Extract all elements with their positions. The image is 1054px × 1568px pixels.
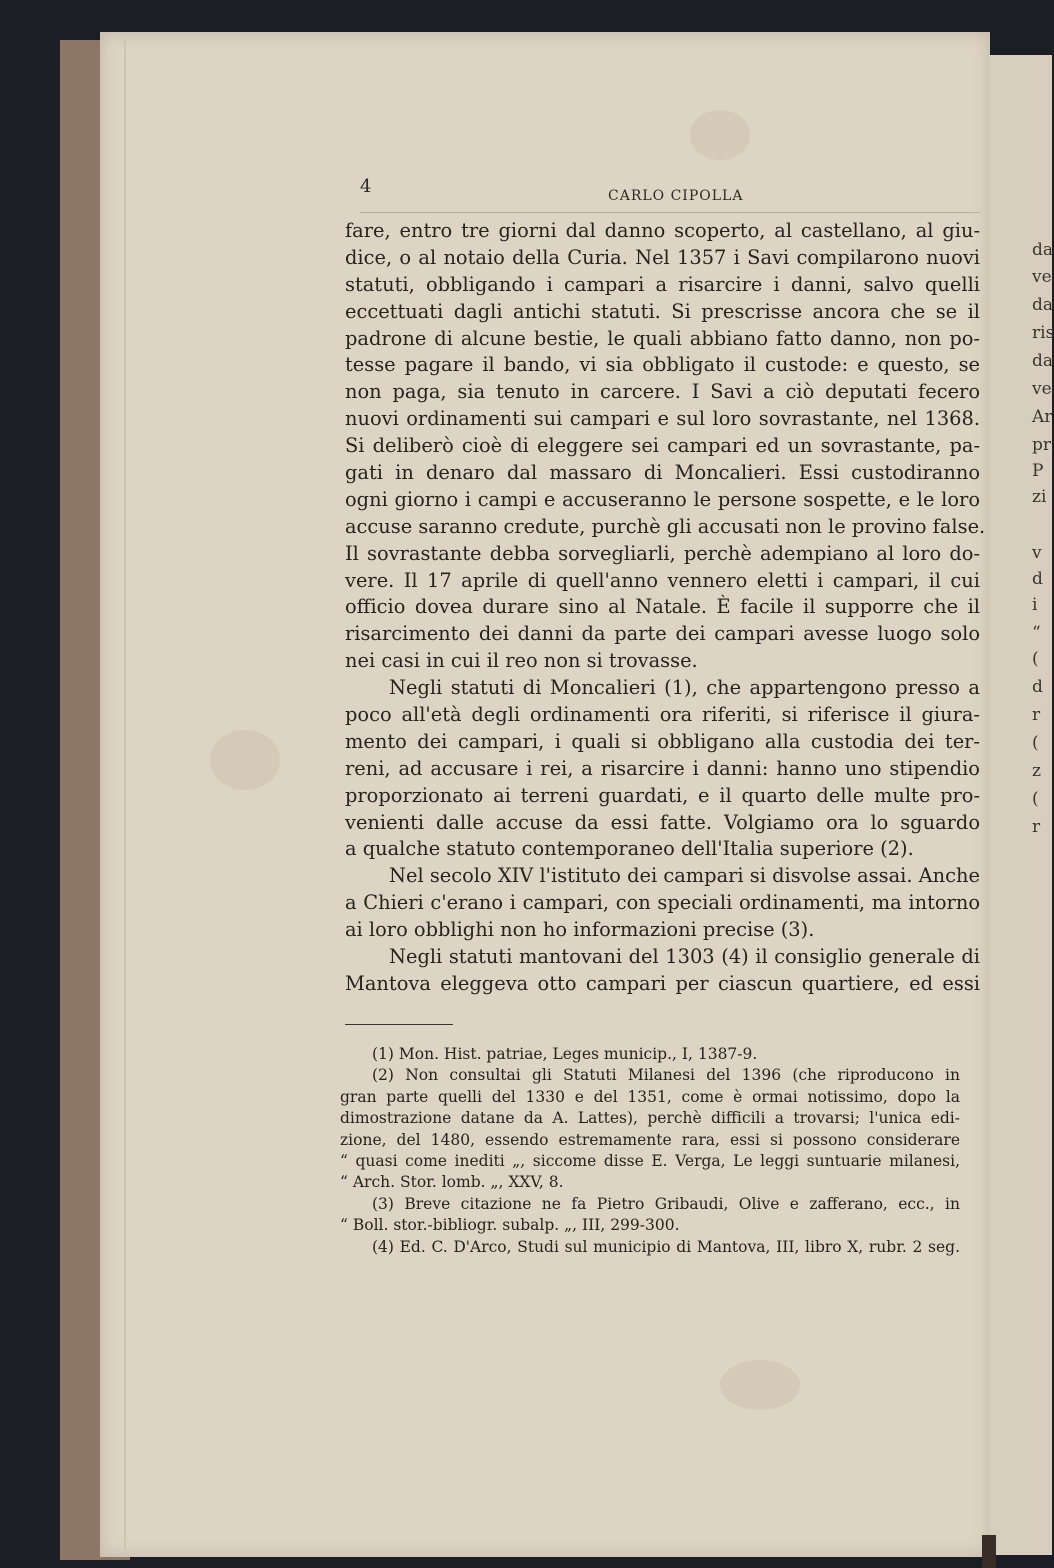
facing-page-fragment: zi xyxy=(1032,487,1047,507)
facing-page-fragment: v xyxy=(1032,543,1042,563)
text-line: gati in denaro dal massaro di Moncalieri. Essi custodiranno xyxy=(345,461,980,485)
footnote-line: “ Boll. stor.-bibliogr. subalp. „, III, 299-300. xyxy=(340,1216,680,1235)
facing-page-fragment: ve xyxy=(1032,267,1052,287)
footnote-line: (2) Non consultai gli Statuti Milanesi del 1396 (che riproducono in xyxy=(372,1066,960,1085)
main-text xyxy=(345,218,986,998)
facing-page-fragment: da xyxy=(1032,351,1054,371)
facing-page-fragment: ve xyxy=(1032,379,1052,399)
text-line: ai loro obblighi non ho informazioni precise (3). xyxy=(345,918,815,942)
facing-page-fragment: Ar xyxy=(1032,407,1053,427)
facing-page-fragment: ris xyxy=(1032,323,1054,343)
facing-page-fragment: “ xyxy=(1032,623,1041,643)
footnote-line: (4) Ed. C. D'Arco, Studi sul municipio di Mantova, III, libro X, rubr. 2 seg. xyxy=(372,1237,960,1256)
text-line: a qualche statuto contemporaneo dell'Italia superiore (2). xyxy=(345,837,914,861)
facing-page-fragment: ( xyxy=(1032,733,1039,753)
footnote-line: “ Arch. Stor. lomb. „, XXV, 8. xyxy=(340,1173,564,1192)
footnote-line: “ quasi come inediti „, siccome disse E. Verga, Le leggi suntuarie milanesi, xyxy=(340,1151,960,1170)
facing-page-fragment: ( xyxy=(1032,789,1039,809)
facing-page-fragment: pr xyxy=(1032,435,1052,455)
text-line: officio dovea durare sino al Natale. È facile il supporre che il xyxy=(345,595,980,619)
text-line: Negli statuti di Moncalieri (1), che appartengono presso a xyxy=(389,676,980,700)
footnote-line: dimostrazione datane da A. Lattes), perchè difficili a trovarsi; l'unica edi- xyxy=(340,1109,960,1128)
text-line: proporzionato ai terreni guardati, e il quarto delle multe pro- xyxy=(345,783,980,807)
footnote-line: (1) Mon. Hist. patriae, Leges municip., I, 1387-9. xyxy=(372,1045,758,1063)
text-line: Si deliberò cioè di eleggere sei campari ed un sovrastante, pa- xyxy=(345,434,980,458)
text-line: non paga, sia tenuto in carcere. I Savi a ciò deputati fecero xyxy=(345,380,980,404)
text-line: vere. Il 17 aprile di quell'anno vennero eletti i campari, il cui xyxy=(345,568,980,592)
text-line: Il sovrastante debba sorvegliarli, perchè adempiano al loro do- xyxy=(345,541,980,565)
facing-page-fragment: d xyxy=(1032,569,1043,589)
footnote-line: zione, del 1480, essendo estremamente rara, essi si possono considerare xyxy=(340,1130,960,1149)
footnotes xyxy=(340,1044,960,1258)
next-page-edge xyxy=(990,55,1052,1555)
paper-stain xyxy=(720,1360,800,1410)
facing-page-fragment: r xyxy=(1032,705,1041,725)
facing-page-fragment: i xyxy=(1032,595,1038,615)
footnote-line: (3) Breve citazione ne fa Pietro Gribaudi, Olive e zafferano, ecc., in xyxy=(372,1194,960,1213)
running-title: CARLO CIPOLLA xyxy=(608,188,744,204)
text-line: a Chieri c'erano i campari, con speciali ordinamenti, ma intorno xyxy=(345,891,980,915)
paper-stain xyxy=(210,730,280,790)
facing-page-fragment: r xyxy=(1032,817,1041,837)
text-line: risarcimento dei danni da parte dei campari avesse luogo solo xyxy=(345,622,980,646)
text-line: venienti dalle accuse da essi fatte. Volgiamo ora lo sguardo xyxy=(345,810,980,834)
text-line: statuti, obbligando i campari a risarcire i danni, salvo quelli xyxy=(345,272,980,296)
text-line: poco all'età degli ordinamenti ora riferiti, si riferisce il giura- xyxy=(345,703,980,727)
footnote-rule xyxy=(345,1024,453,1025)
text-line: padrone di alcune bestie, le quali abbiano fatto danno, non po- xyxy=(345,326,980,350)
facing-page-fragment: z xyxy=(1032,761,1041,781)
facing-page-fragment: da xyxy=(1032,240,1054,260)
binding-strip xyxy=(982,1535,996,1568)
text-line: eccettuati dagli antichi statuti. Si prescrisse ancora che se il xyxy=(345,299,980,323)
text-line: Nel secolo XIV l'istituto dei campari si disvolse assai. Anche xyxy=(389,864,980,888)
text-line: Mantova eleggeva otto campari per ciascun quartiere, ed essi xyxy=(345,971,980,995)
text-line: ogni giorno i campi e accuseranno le persone sospette, e le loro xyxy=(345,487,980,511)
text-line: accuse saranno credute, purchè gli accusati non le provino false. xyxy=(345,514,986,538)
facing-page-fragment: ( xyxy=(1032,649,1039,669)
text-line: tesse pagare il bando, vi sia obbligato il custode: e questo, se xyxy=(345,353,980,377)
text-line: nei casi in cui il reo non si trovasse. xyxy=(345,649,698,673)
text-line: fare, entro tre giorni dal danno scoperto, al castellano, al giu- xyxy=(345,219,980,242)
facing-page-fragment: P xyxy=(1032,461,1044,481)
text-line: nuovi ordinamenti sui campari e sul loro sovrastante, nel 1368. xyxy=(345,407,980,431)
facing-page-fragment: d xyxy=(1032,677,1043,697)
footnote-line: gran parte quelli del 1330 e del 1351, come è ormai notissimo, dopo la xyxy=(340,1087,960,1106)
header-rule xyxy=(360,212,980,213)
page-number: 4 xyxy=(360,176,372,197)
text-line: mento dei campari, i quali si obbligano alla custodia dei ter- xyxy=(345,729,980,753)
text-line: dice, o al notaio della Curia. Nel 1357 i Savi compilarono nuovi xyxy=(345,245,980,269)
text-line: reni, ad accusare i rei, a risarcire i danni: hanno uno stipendio xyxy=(345,756,980,780)
facing-page-fragment: da xyxy=(1032,295,1054,315)
paper-stain xyxy=(690,110,750,160)
page-fold-line xyxy=(124,40,126,1550)
text-line: Negli statuti mantovani del 1303 (4) il consiglio generale di xyxy=(389,945,980,969)
